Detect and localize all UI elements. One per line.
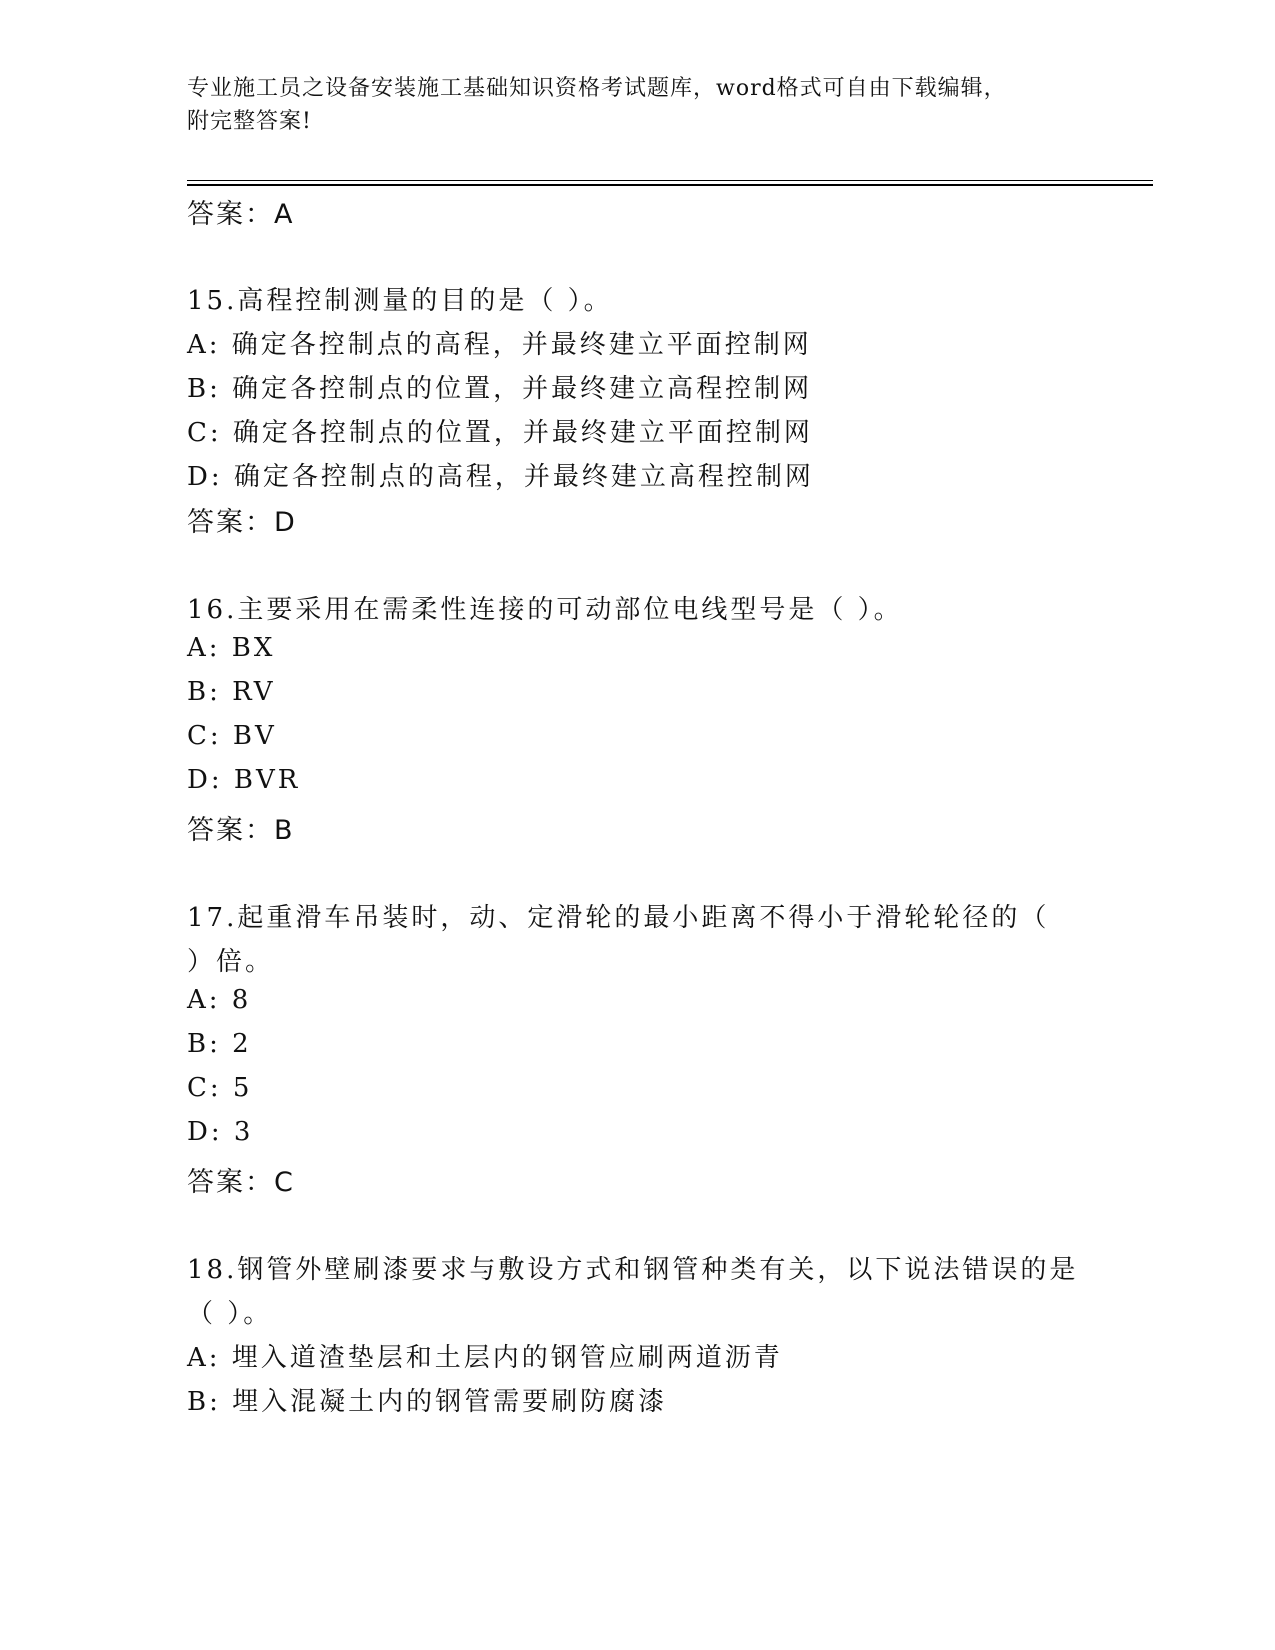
question-15-answer: 答案：D [187,507,297,538]
question-16-option-c: C: BV [187,721,277,751]
question-18-stem-line-2: （ ）。 [187,1299,273,1329]
header-line-2: 附完整答案! [187,109,312,134]
question-17-stem-line-2: ）倍。 [187,947,275,977]
document-header [187,72,1087,138]
question-17-option-c: C: 5 [187,1073,253,1103]
question-17-option-d: D: 3 [187,1117,254,1147]
question-15-stem: 15.高程控制测量的目的是（ ）。 [187,286,613,316]
question-16-option-d: D: BVR [187,765,301,795]
question-16-stem: 16.主要采用在需柔性连接的可动部位电线型号是（ ）。 [187,595,903,625]
question-15-option-a: A: 确定各控制点的高程，并最终建立平面控制网 [187,330,812,360]
question-17-answer: 答案：C [187,1167,295,1198]
header-line-1: 专业施工员之设备安装施工基础知识资格考试题库，word格式可自由下载编辑， [187,76,1007,101]
question-17-option-b: B: 2 [187,1029,252,1059]
question-18-option-b: B: 埋入混凝土内的钢管需要刷防腐漆 [187,1387,668,1417]
header-divider-thin [187,180,1153,181]
question-17-option-a: A: 8 [187,985,252,1015]
question-17-stem-line-1: 17.起重滑车吊装时，动、定滑轮的最小距离不得小于滑轮轮径的（ [187,903,1050,933]
question-16-answer: 答案：B [187,815,295,846]
question-16-option-b: B: RV [187,677,276,707]
question-16-option-a: A: BX [187,633,276,663]
question-15-option-b: B: 确定各控制点的位置，并最终建立高程控制网 [187,374,813,404]
question-18-stem-line-1: 18.钢管外壁刷漆要求与敷设方式和钢管种类有关，以下说法错误的是 [187,1255,1079,1285]
question-15-option-c: C: 确定各控制点的位置，并最终建立平面控制网 [187,418,813,448]
header-divider-thick [187,184,1153,186]
question-15-option-d: D: 确定各控制点的高程，并最终建立高程控制网 [187,462,814,492]
answer-prev: 答案：A [187,199,295,230]
question-18-option-a: A: 埋入道渣垫层和土层内的钢管应刷两道沥青 [187,1343,783,1373]
